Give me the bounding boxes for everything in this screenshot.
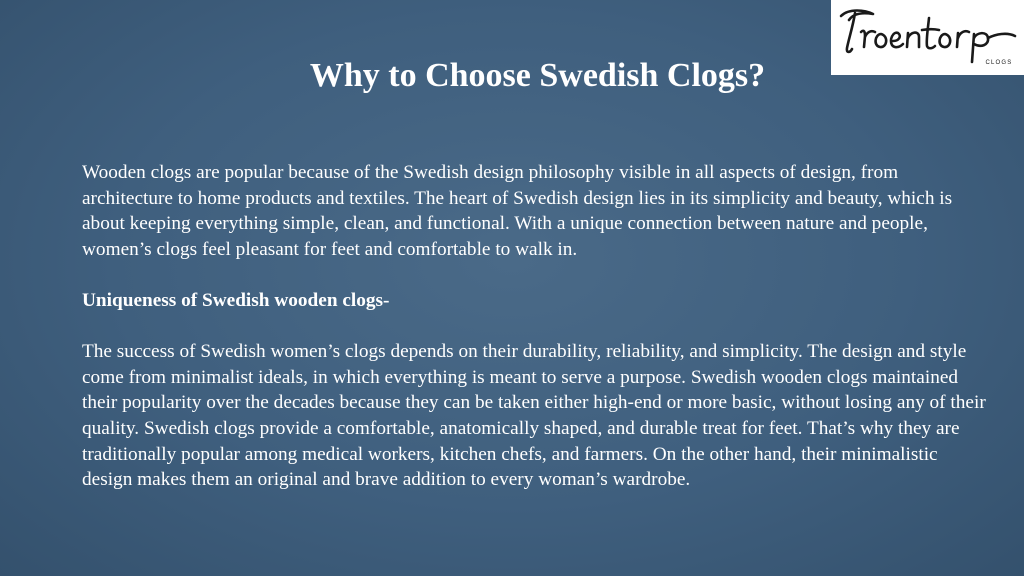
logo-sub-text: CLOGS <box>985 60 1013 66</box>
page-title: Why to Choose Swedish Clogs? <box>309 57 766 94</box>
spacer <box>82 262 987 288</box>
intro-paragraph: Wooden clogs are popular because of the Swedish design philosophy visible in all aspects of design, from architecture to home products and textiles. The heart of Swedish design lies in its simplicity and beauty, which is about keeping everything simple, clean, and functional. With a unique connection between nature and people, women’s clogs feel pleasant for feet and comfortable to walk in. <box>82 162 953 260</box>
body-content <box>82 160 987 493</box>
section-subheading: Uniqueness of Swedish wooden clogs- <box>82 289 390 311</box>
detail-paragraph: The success of Swedish women’s clogs depends on their durability, reliability, and simplicity. The design and style come from minimalist ideals, in which everything is meant to serve a purpose. Swedish wooden clogs maintained their popularity over the decades because they can be taken either high-end or more basic, without losing any of their quality. Swedish clogs provide a comfortable, anatomically shaped, and durable treat for feet. That’s why they are traditionally popular among medical workers, kitchen chefs, and farmers. On the other hand, their minimalistic design makes them an original and brave addition to every woman’s wardrobe. <box>82 341 986 491</box>
spacer <box>82 314 987 340</box>
